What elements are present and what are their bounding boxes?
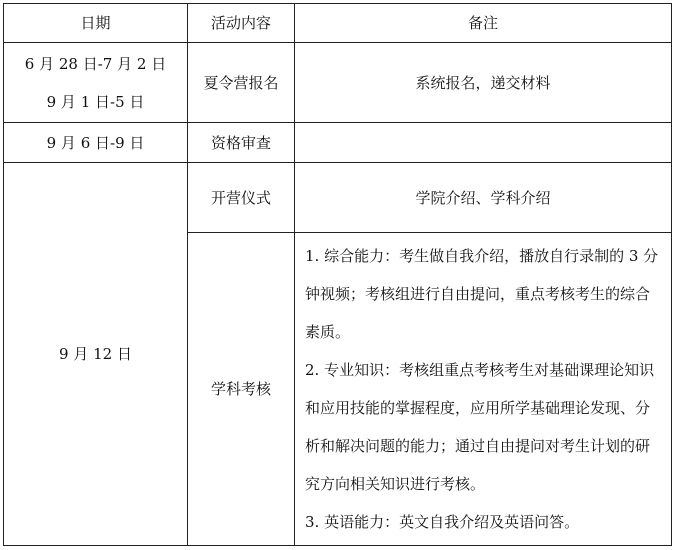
date-cell (4, 43, 188, 123)
date-cell: 9 月 12 日 (4, 163, 188, 546)
table-header-row (4, 4, 672, 43)
note-cell: 学院介绍、学科介绍 (295, 163, 672, 233)
date-line: 9 月 1 日-5 日 (46, 92, 145, 111)
date-line: 6 月 28 日-7 月 2 日 (24, 54, 167, 73)
table-row (4, 123, 672, 163)
activity-cell: 学科考核 (188, 233, 295, 546)
detail-paragraph: 2. 专业知识：考核组重点考核考生对基础课理论知识和应用技能的掌握程度，应用所学基础理论发现、分析和解决问题的能力；通过自由提问对考生计划的研究方向相关知识进行考核。 (305, 361, 655, 493)
activity-cell: 开营仪式 (188, 163, 295, 233)
table-row (4, 163, 672, 233)
activity-cell: 资格审查 (188, 123, 295, 163)
header-date: 日期 (4, 4, 188, 43)
activity-cell: 夏令营报名 (188, 43, 295, 123)
note-cell: 系统报名，递交材料 (295, 43, 672, 123)
table-row (4, 43, 672, 123)
date-cell: 9 月 6 日-9 日 (4, 123, 188, 163)
header-activity: 活动内容 (188, 4, 295, 43)
note-cell (295, 123, 672, 163)
detail-paragraph: 1. 综合能力：考生做自我介绍，播放自行录制的 3 分钟视频；考核组进行自由提问，重点考核考生的综合素质。 (305, 247, 659, 341)
header-note: 备注 (295, 4, 672, 43)
detail-paragraph: 3. 英语能力：英文自我介绍及英语问答。 (305, 513, 580, 531)
details-cell (295, 233, 672, 546)
schedule-table (3, 3, 672, 546)
